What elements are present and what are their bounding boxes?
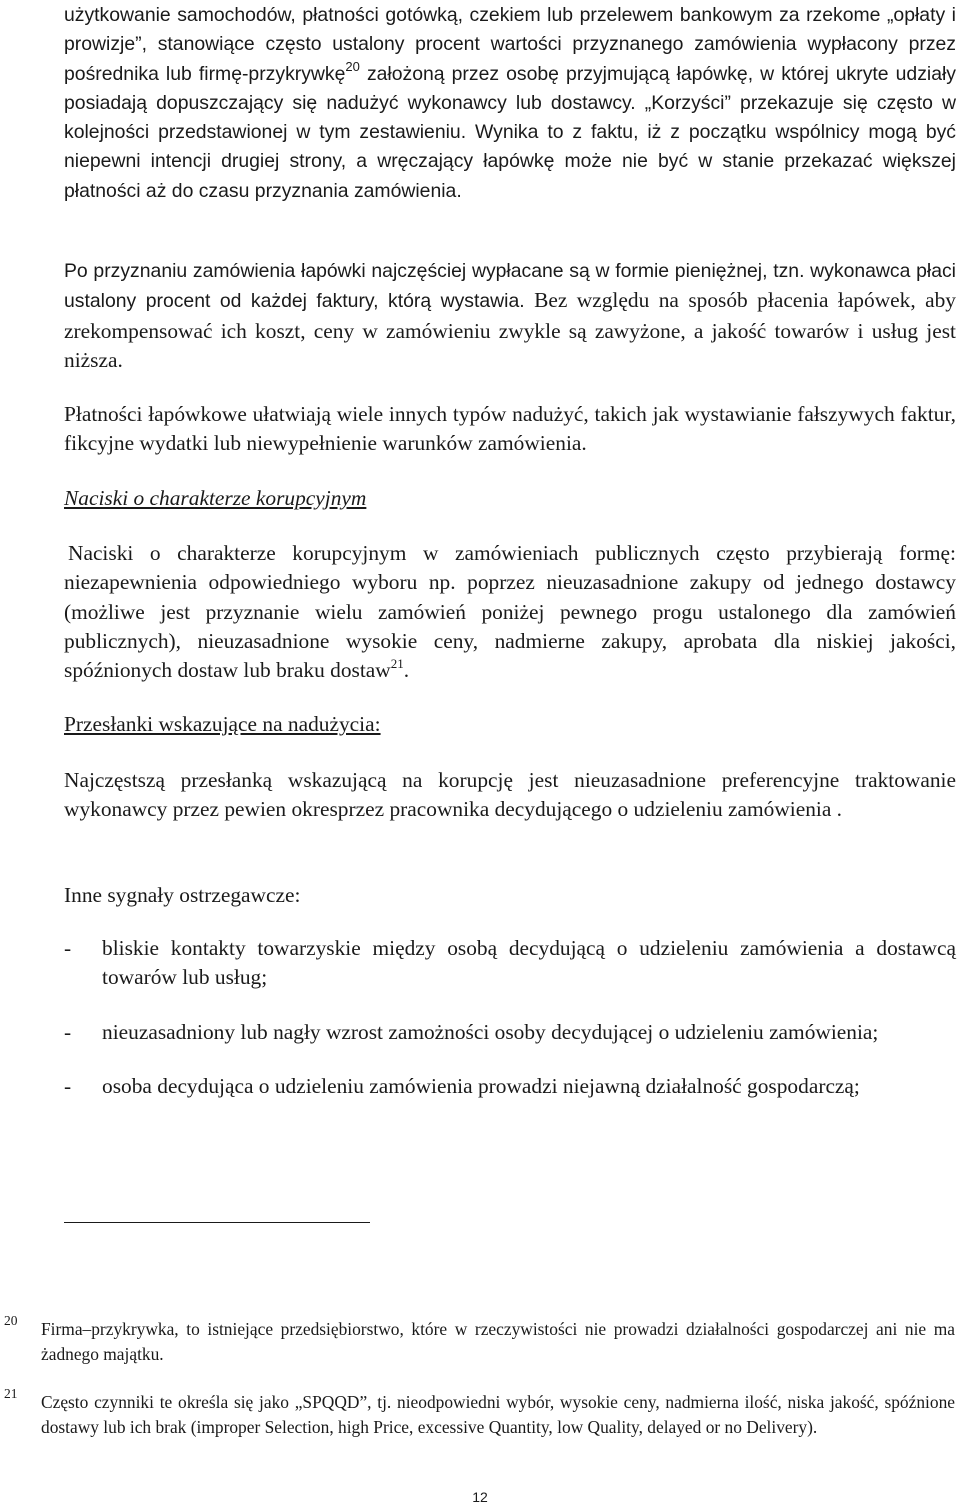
footnote-number: 20 (4, 1313, 18, 1328)
warning-signs-list (64, 934, 956, 1126)
footnote-separator (64, 1222, 370, 1223)
list-item (64, 1018, 956, 1047)
list-item-text: bliskie kontakty towarzyskie między osobą decydującą o udzieleniu zamówienia a dostawcą towarów lub usług; (102, 936, 956, 990)
paragraph-bribe-facilitation: Płatności łapówkowe ułatwiają wiele innych typów nadużyć, takich jak wystawianie fałszywych faktur, fikcyjne wydatki lub niewypełnienie warunków zamówienia. (64, 402, 956, 456)
list-item (64, 934, 956, 993)
paragraph-other-signals: Inne sygnały ostrzegawcze: (64, 883, 301, 907)
paragraph-text: . (403, 658, 410, 683)
dash-bullet: - (64, 1019, 72, 1044)
paragraph-bribe-payments (64, 1, 956, 206)
footnote-ref-20[interactable]: 20 (345, 59, 360, 75)
paragraph-after-award (64, 256, 956, 375)
paragraph-text: Bez względu na sposób płacenia łapówek, aby zrekompensować ich koszt, ceny w zamówieniu zwykle są zawyżone, a jakość towarów i usług jest niższa. (64, 288, 957, 372)
list-item (64, 1072, 956, 1101)
list-item-text: nieuzasadniony lub nagły wzrost zamożności osoby decydującej o udzieleniu zamówienia; (102, 1019, 879, 1044)
footnote-ref-21[interactable]: 21 (390, 656, 404, 672)
paragraph-text: Naciski o charakterze korupcyjnym w zamówieniach publicznych często przybierają formę: niezapewnienia odpowiedniego wyboru np. poprzez nieuzasadnione zakupy od jednego dostawcy (możliwe jest przyznanie wielu zamówień poniżej pewnego progu ustalonego dla zamówień publicznych), nieuzasadnione wysokie ceny, nadmierne zakupy, aprobata dla niskiej jakości, spóźnionych dostaw lub braku dostaw (64, 541, 956, 683)
section-heading-corrupt-pressure: Naciski o charakterze korupcyjnym (64, 486, 367, 510)
paragraph-corrupt-pressure (64, 539, 956, 685)
footnote-text: Często czynniki te określa się jako „SPQQD”, tj. nieodpowiedni wybór, wysokie ceny, nadmierna ilość, niska jakość, spóźnione dostawy lub ich brak (improper Selection, high Price, excessive Quantity, low Quality, delayed or no Delivery). (41, 1392, 955, 1437)
paragraph-text: założoną przez osobę przyjmującą łapówkę, w której ukryte udziały posiadają dopuszczający się nadużyć wykonawcy lub dostawcy. „Korzyści” przekazuje się często w kolejności przedstawionej w tym zestawieniu. Wynika to z faktu, iż z początku wspólnicy mogą być niepewni intencji drugiej strony, a wręczający łapówkę może nie być w stanie przekazać większej płatności aż do czasu przyznania zamówienia. (64, 62, 956, 202)
list-item-text: osoba decydująca o udzieleniu zamówienia prowadzi niejawną działalność gospodarczą; (102, 1073, 860, 1098)
dash-bullet: - (64, 936, 72, 960)
paragraph-text: Po przyznaniu zamówienia łapówki najczęściej wypłacane są w formie pieniężnej, tzn. wykonawca płaci ustalony procent od każdej faktury, którą wystawia. (64, 260, 956, 313)
dash-bullet: - (64, 1073, 72, 1098)
footnote-number: 21 (4, 1386, 18, 1401)
section-heading-fraud-indicators: Przesłanki wskazujące na nadużycia: (64, 712, 381, 736)
paragraph-text: użytkowanie samochodów, płatności gotówką, czekiem lub przelewem bankowym za rzekome „opłaty i prowizje”, stanowiące często ustalony procent wartości przyznanego zamówienia wypłacony przez pośrednika lub firmę-przykrywkę (64, 4, 956, 85)
page-number: 12 (472, 1489, 488, 1505)
paragraph-preferential-treatment: Najczęstszą przesłanką wskazującą na korupcję jest nieuzasadnione preferencyjne traktowanie wykonawcy przez pewien okresprzez pracownika decydującego o udzieleniu zamówienia . (64, 768, 956, 822)
footnote-text: Firma–przykrywka, to istniejące przedsiębiorstwo, które w rzeczywistości nie prowadzi działalności gospodarczej ani nie ma żadnego majątku. (41, 1319, 955, 1364)
